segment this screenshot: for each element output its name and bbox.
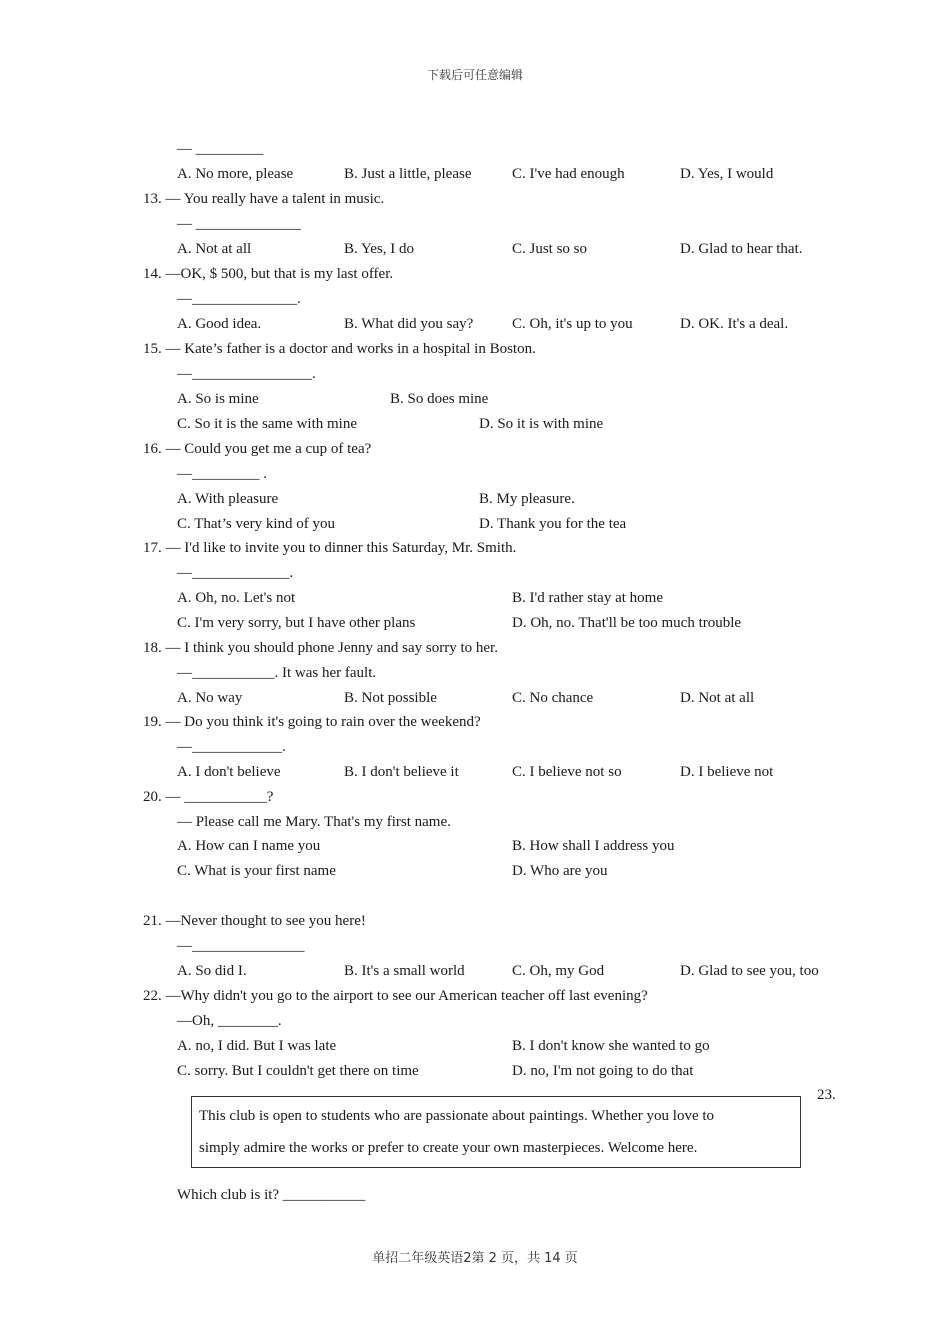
q21-option-b: B. It's a small world <box>344 963 465 979</box>
q18-option-b: B. Not possible <box>344 690 437 706</box>
q16-option-a: A. With pleasure <box>177 491 279 507</box>
q13-option-c: C. Just so so <box>512 241 588 257</box>
q17-stem: 17. — I'd like to invite you to dinner this Saturday, Mr. Smith. <box>143 540 517 556</box>
q20-stem: 20. — ___________? <box>143 789 274 805</box>
q22-option-b: B. I don't know she wanted to go <box>512 1038 710 1054</box>
q14-option-d: D. OK. It's a deal. <box>680 316 789 332</box>
q19-option-a: A. I don't believe <box>177 764 281 780</box>
q18-option-c: C. No chance <box>512 690 594 706</box>
q13-option-b: B. Yes, I do <box>344 241 415 257</box>
q22-reply: —Oh, ________. <box>177 1013 282 1029</box>
q19-option-c: C. I believe not so <box>512 764 622 780</box>
q20-option-b: B. How shall I address you <box>512 838 675 854</box>
q14-stem: 14. —OK, $ 500, but that is my last offer. <box>143 266 394 282</box>
q19-option-b: B. I don't believe it <box>344 764 459 780</box>
q17-option-c: C. I'm very sorry, but I have other plans <box>177 615 416 631</box>
q12-reply: — _________ <box>177 141 264 157</box>
q17-reply: —_____________. <box>177 565 294 581</box>
page-header: 下载后可任意编辑 <box>426 68 523 82</box>
q16-reply: —_________ . <box>177 466 267 482</box>
q16-option-b: B. My pleasure. <box>479 491 575 507</box>
q20-option-d: D. Who are you <box>512 863 608 879</box>
q16-option-c: C. That’s very kind of you <box>177 516 336 532</box>
q16-stem: 16. — Could you get me a cup of tea? <box>143 441 372 457</box>
q15-stem: 15. — Kate’s father is a doctor and works in a hospital in Boston. <box>143 341 536 357</box>
q18-stem: 18. — I think you should phone Jenny and say sorry to her. <box>143 640 498 656</box>
q13-option-a: A. Not at all <box>177 241 252 257</box>
q22-option-c: C. sorry. But I couldn't get there on time <box>177 1063 419 1079</box>
q21-reply: —_______________ <box>177 938 305 954</box>
q19-stem: 19. — Do you think it's going to rain over the weekend? <box>143 714 481 730</box>
q15-option-c: C. So it is the same with mine <box>177 416 357 432</box>
q18-option-d: D. Not at all <box>680 690 755 706</box>
q12-option-b: B. Just a little, please <box>344 166 472 182</box>
q20-option-c: C. What is your first name <box>177 863 336 879</box>
q13-reply: — ______________ <box>177 216 301 232</box>
q23-passage-line-1: This club is open to students who are passionate about paintings. Whether you love to <box>199 1108 715 1124</box>
q20-option-a: A. How can I name you <box>177 838 321 854</box>
q21-option-a: A. So did I. <box>177 963 247 979</box>
q23-number: 23. <box>817 1087 836 1103</box>
q12-option-d: D. Yes, I would <box>680 166 774 182</box>
page-footer: 单招二年级英语2第 2 页，共 14 页 <box>372 1251 578 1266</box>
q21-option-c: C. Oh, my God <box>512 963 605 979</box>
q15-option-a: A. So is mine <box>177 391 259 407</box>
q22-stem: 22. —Why didn't you go to the airport to see our American teacher off last evening? <box>143 988 648 1004</box>
q18-option-a: A. No way <box>177 690 243 706</box>
q17-option-d: D. Oh, no. That'll be too much trouble <box>512 615 742 631</box>
q15-reply: —________________. <box>177 366 316 382</box>
q12-option-a: A. No more, please <box>177 166 294 182</box>
q17-option-b: B. I'd rather stay at home <box>512 590 663 606</box>
q14-reply: —______________. <box>177 291 301 307</box>
q18-reply: —___________. It was her fault. <box>177 665 377 681</box>
q19-option-d: D. I believe not <box>680 764 774 780</box>
q15-option-d: D. So it is with mine <box>479 416 604 432</box>
q23-question: Which club is it? ___________ <box>177 1187 366 1203</box>
q22-option-d: D. no, I'm not going to do that <box>512 1063 694 1079</box>
q12-option-c: C. I've had enough <box>512 166 625 182</box>
q20-reply: — Please call me Mary. That's my first name. <box>177 814 451 830</box>
q17-option-a: A. Oh, no. Let's not <box>177 590 296 606</box>
q14-option-a: A. Good idea. <box>177 316 262 332</box>
q14-option-b: B. What did you say? <box>344 316 474 332</box>
q23-passage-line-2: simply admire the works or prefer to create your own masterpieces. Welcome here. <box>199 1140 698 1156</box>
q22-option-a: A. no, I did. But I was late <box>177 1038 337 1054</box>
q21-option-d: D. Glad to see you, too <box>680 963 819 979</box>
q13-stem: 13. — You really have a talent in music. <box>143 191 385 207</box>
q14-option-c: C. Oh, it's up to you <box>512 316 633 332</box>
q15-option-b: B. So does mine <box>390 391 489 407</box>
q16-option-d: D. Thank you for the tea <box>479 516 627 532</box>
q21-stem: 21. —Never thought to see you here! <box>143 913 366 929</box>
q13-option-d: D. Glad to hear that. <box>680 241 803 257</box>
q19-reply: —____________. <box>177 739 286 755</box>
